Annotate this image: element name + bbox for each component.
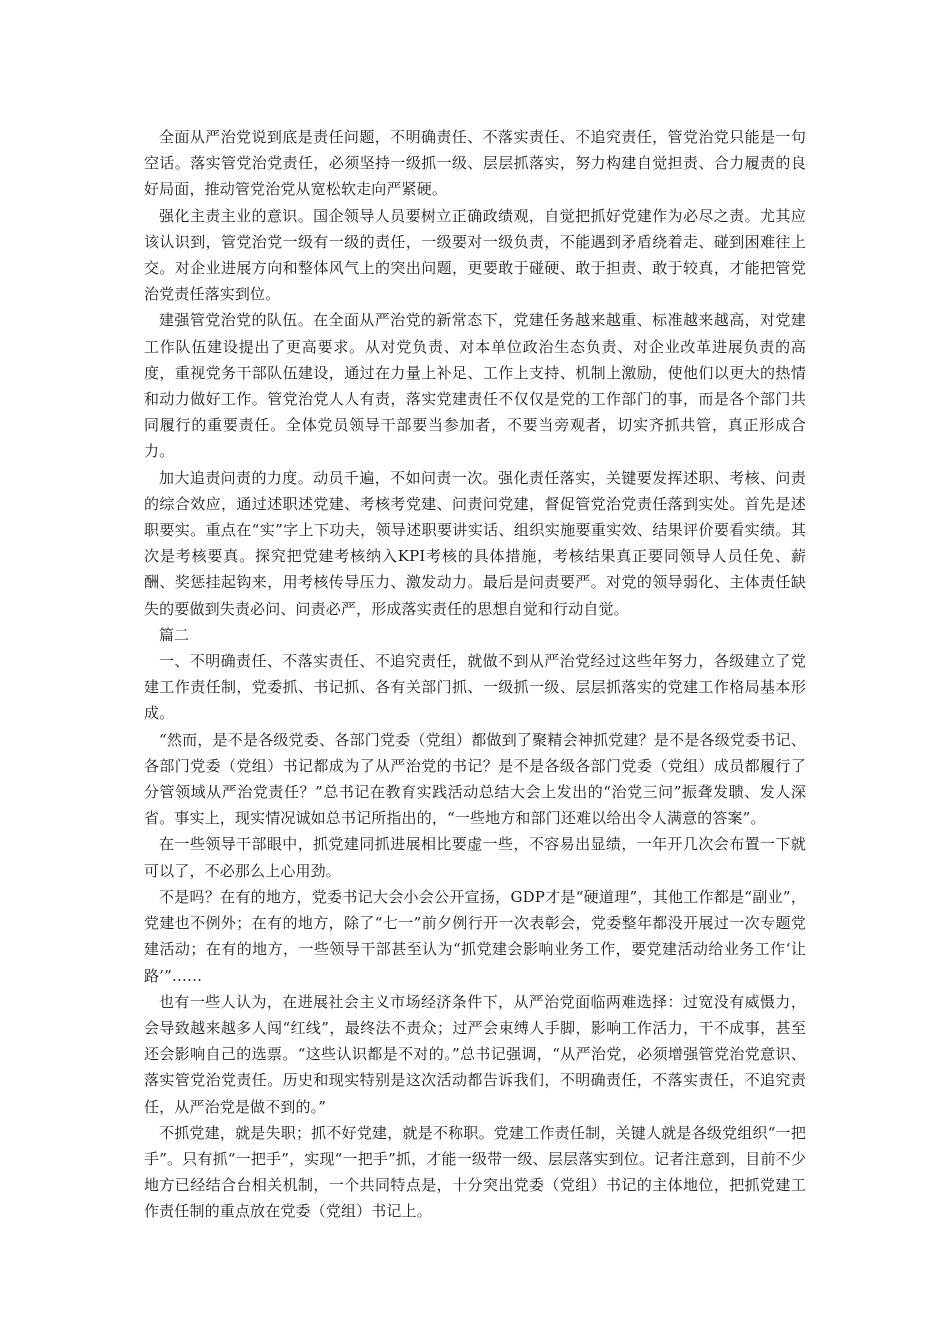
- paragraph: 建强管党治党的队伍。在全面从严治党的新常态下，党建任务越来越重、标准越来越高，对党建工作队伍建设提出了更高要求。从对党负责、对本单位政治生态负责、对企业改革进展负责的高度，重视党务干部队伍建设，通过在力量上补足、工作上支持、机制上激励，使他们以更大的热情和动力做好工作。管党治党人人有责，落实党建责任不仅仅是党的工作部门的事，而是各个部门共同履行的重要责任。全体党员领导干部要当参加者，不要当旁观者，切实齐抓共管，真正形成合力。: [144, 311, 806, 461]
- paragraph: 加大追责问责的力度。动员千遍，不如问责一次。强化责任落实，关键要发挥述职、考核、问责的综合效应，通过述职述党建、考核考党建、问责问党建，督促管党治党责任落到实处。首先是述职要实。重点在“实”字上下功夫，领导述职要讲实话、组织实施要重实效、结果评价要看实绩。其次是考核要真。探究把党建考核纳入KPI考核的具体措施，考核结果真正要同领导人员任免、薪酬、奖惩挂起钩来，用考核传导压力、激发动力。最后是问责要严。对党的领导弱化、主体责任缺失的要做到失责必问、问责必严，形成落实责任的思想自觉和行动自觉。: [144, 468, 806, 618]
- paragraph: 在一些领导干部眼中，抓党建同抓进展相比要虚一些，不容易出显绩，一年开几次会布置一下就可以了，不必那么上心用劲。: [144, 835, 806, 880]
- paragraph: 一、不明确责任、不落实责任、不追究责任，就做不到从严治党经过这些年努力，各级建立了党建工作责任制，党委抓、书记抓、各有关部门抓、一级抓一级、层层抓落实的党建工作格局基本形成。: [144, 652, 806, 723]
- paragraph: 不是吗？在有的地方，党委书记大会小会公开宣扬，GDP才是“硬道理”，其他工作都是“副业”，党建也不例外；在有的地方，除了“七一”前夕例行开一次表彰会，党委整年都没开展过一次专题党建活动；在有的地方，一些领导干部甚至认为“抓党建会影响业务工作，要党建活动给业务工作‘让路’”……: [144, 887, 806, 985]
- document-page: [144, 124, 806, 1225]
- paragraph: 全面从严治党说到底是责任问题，不明确责任、不落实责任、不追究责任，管党治党只能是一句空话。落实管党治党责任，必须坚持一级抓一级、层层抓落实，努力构建自觉担责、合力履责的良好局面，推动管党治党从宽松软走向严紧硬。: [144, 128, 806, 199]
- paragraph: 强化主责主业的意识。国企领导人员要树立正确政绩观，自觉把抓好党建作为必尽之责。尤其应该认识到，管党治党一级有一级的责任，一级要对一级负责，不能遇到矛盾绕着走、碰到困难往上交。对企业进展方向和整体风气上的突出问题，更要敢于碰硬、敢于担责、敢于较真，才能把管党治党责任落实到位。: [144, 206, 806, 304]
- paragraph: 也有一些人认为，在进展社会主义市场经济条件下，从严治党面临两难选择：过宽没有威慑力，会导致越来越多人闯“红线”，最终法不责众；过严会束缚人手脚，影响工作活力，干不成事，甚至还会影响自己的选票。“这些认识都是不对的。”总书记强调，“从严治党，必须增强管党治党意识、落实管党治党责任。历史和现实特别是这次活动都告诉我们，不明确责任，不落实责任，不追究责任，从严治党是做不到的。”: [144, 992, 806, 1116]
- section-title: 篇二: [159, 625, 190, 644]
- paragraph: 不抓党建，就是失职；抓不好党建，就是不称职。党建工作责任制，关键人就是各级党组织“一把手”。只有抓“一把手”，实现“一把手”抓，才能一级带一级、层层落实到位。记者注意到，目前不少地方已经结合台相关机制，一个共同特点是，十分突出党委（党组）书记的主体地位，把抓党建工作责任制的重点放在党委（党组）书记上。: [144, 1123, 806, 1221]
- paragraph: “然而，是不是各级党委、各部门党委（党组）都做到了聚精会神抓党建？是不是各级党委书记、各部门党委（党组）书记都成为了从严治党的书记？是不是各级各部门党委（党组）成员都履行了分管领域从严治党责任？”总书记在教育实践活动总结大会上发出的“治党三问”振聋发聩、发人深省。事实上，现实情况诚如总书记所指出的，“一些地方和部门还难以给出令人满意的答案”。: [144, 730, 806, 828]
